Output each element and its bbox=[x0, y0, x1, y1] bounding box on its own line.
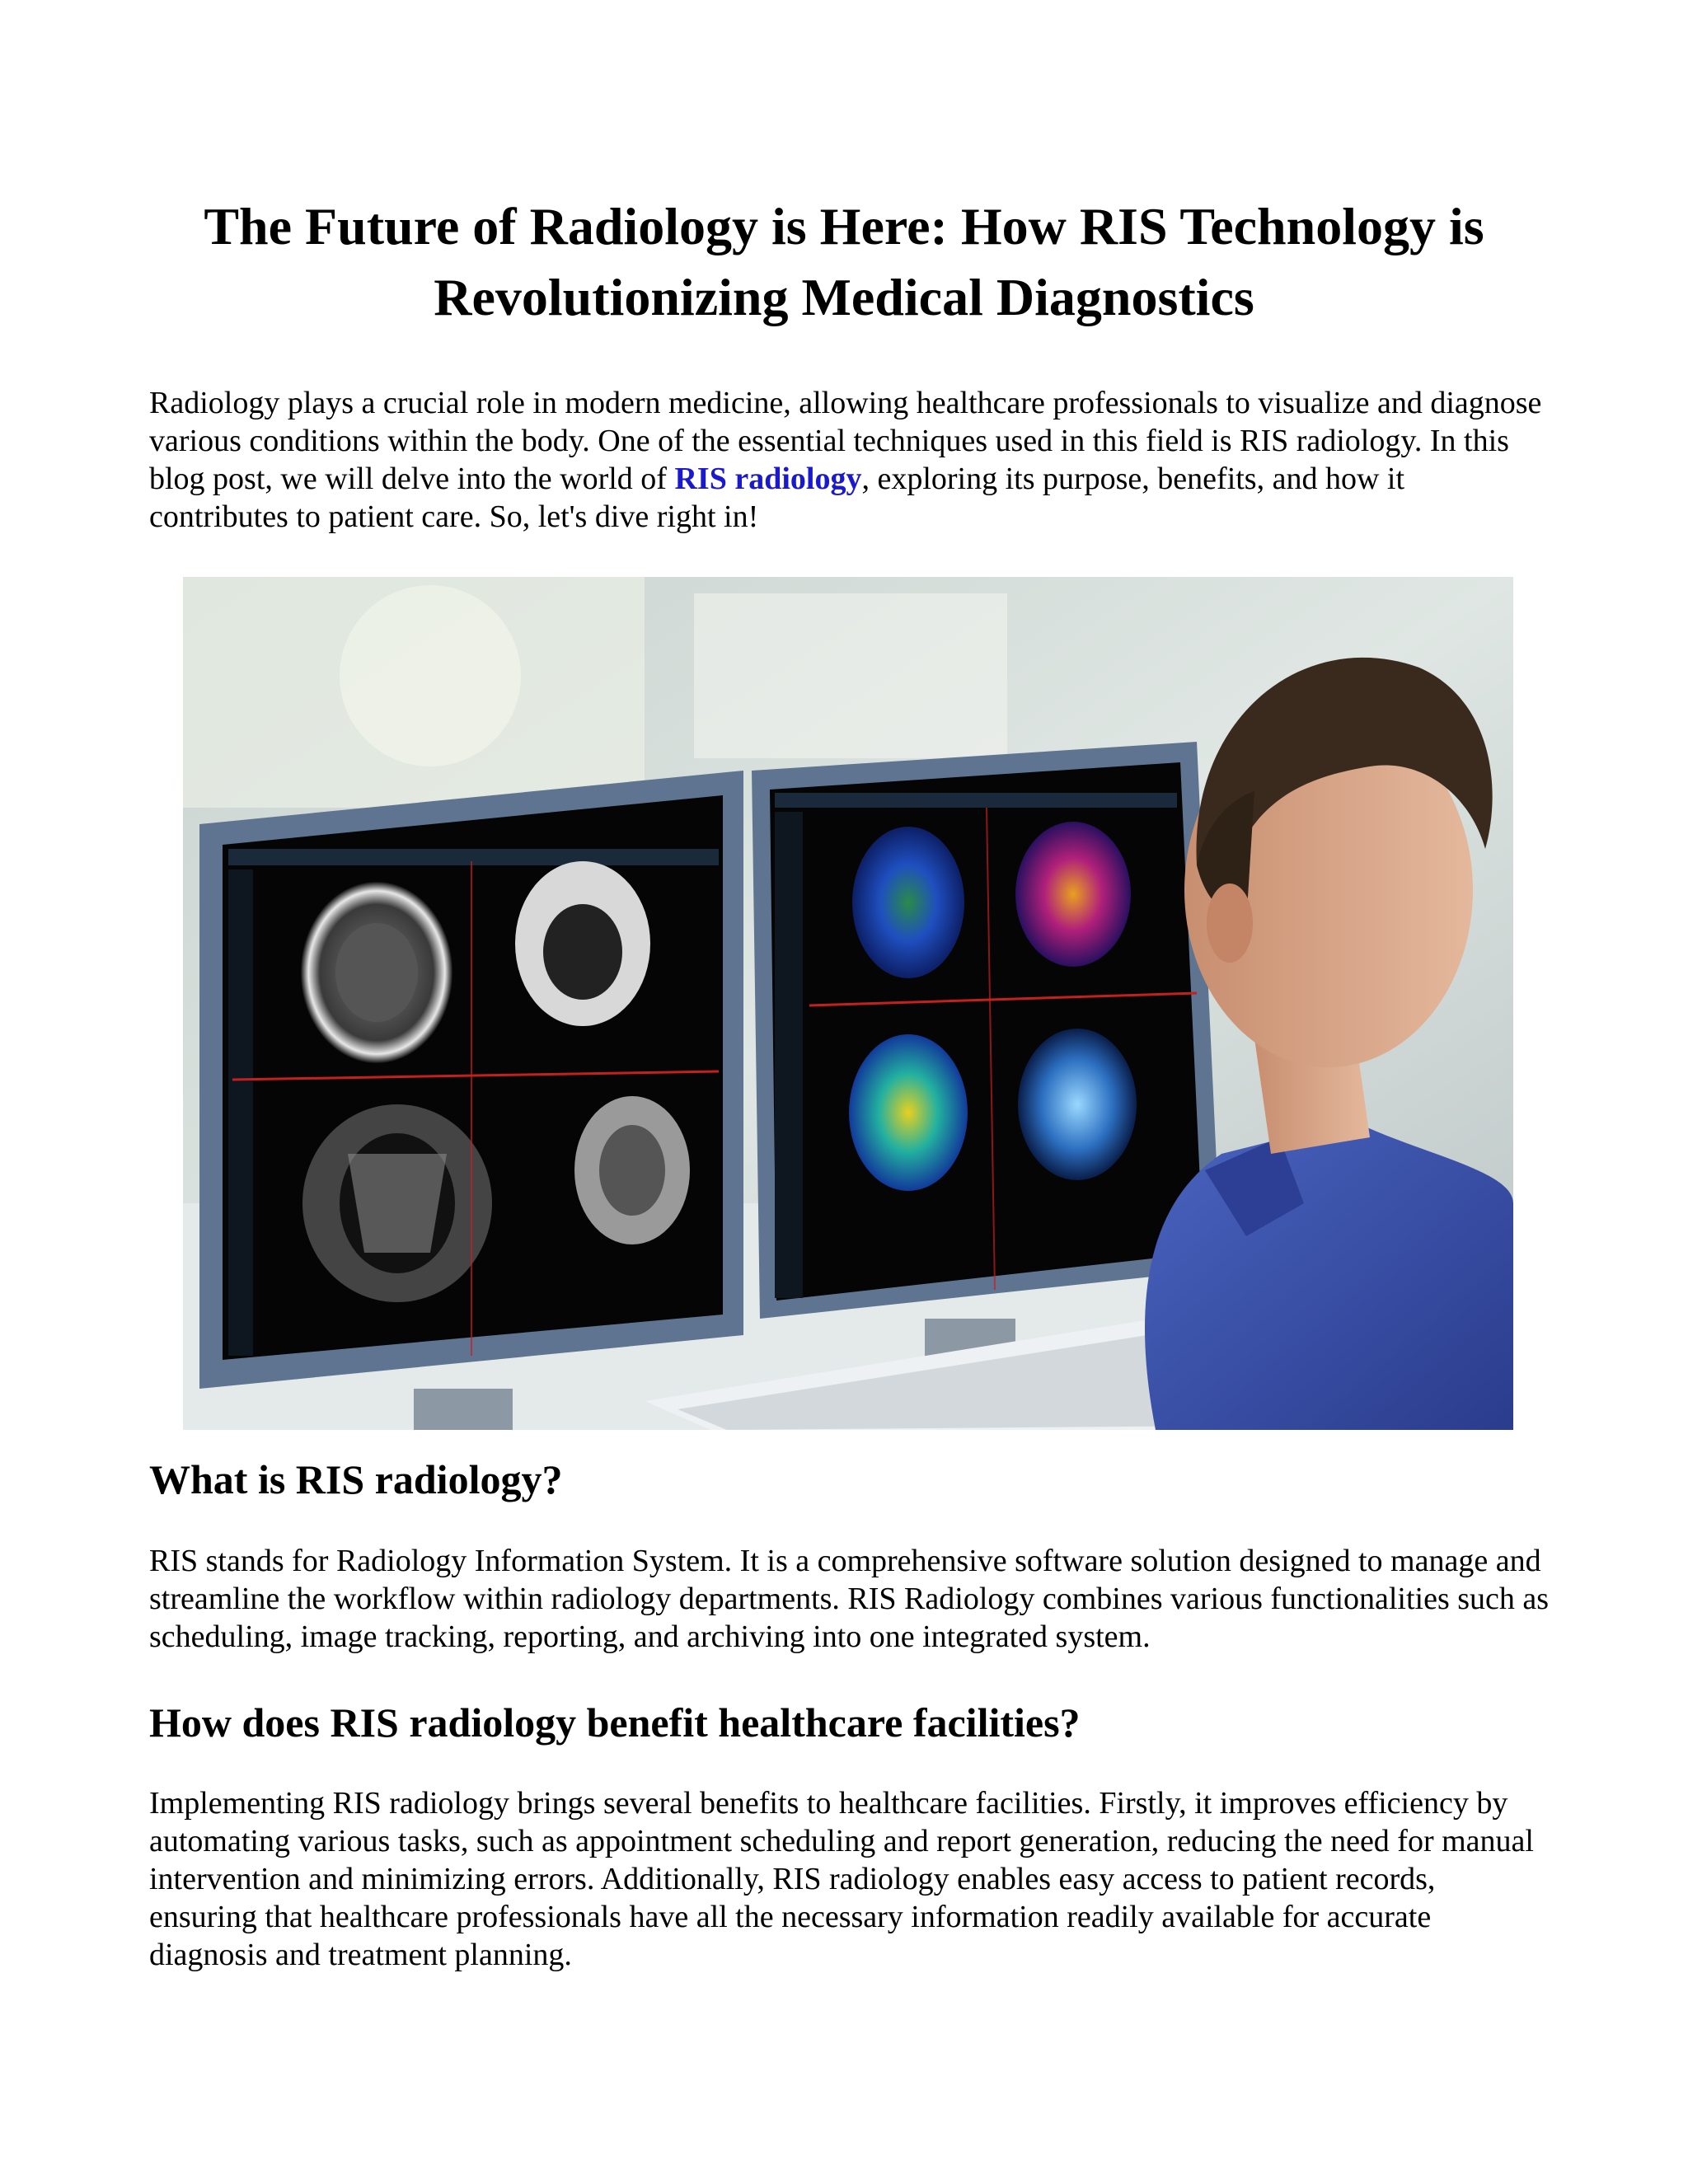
intro-text-before-link: Radiology plays a crucial role in modern medicine, allowing healthcare professionals to visualize and diagnose various conditions within the body. One of the essential techniques used in this field is RIS radiology. In this blog post, we will delve into the world of bbox=[149, 386, 1542, 496]
section-body-what-is-ris: RIS stands for Radiology Information System. It is a comprehensive software solution designed to manage and streamline the workflow within radiology departments. RIS Radiology combines various functionalities such as scheduling, image tracking, reporting, and archiving into one integrated system. bbox=[149, 1544, 1550, 1654]
ris-radiology-link[interactable]: RIS radiology bbox=[674, 462, 862, 496]
section-heading-benefits: How does RIS radiology benefit healthcare facilities? bbox=[149, 1699, 1081, 1746]
section-heading-what-is-ris: What is RIS radiology? bbox=[149, 1456, 563, 1502]
article-title: The Future of Radiology is Here: How RIS Technology is Revolutionizing Medical Diagnostics bbox=[204, 197, 1484, 326]
section-body-benefits: Implementing RIS radiology brings several benefits to healthcare facilities. Firstly, it improves efficiency by automating various tasks, such as appointment scheduling and report generation, reducing the need for manual intervention and minimizing errors. Additionally, RIS radiology enables easy access to patient records, ensuring that healthcare professionals have all the necessary information readily available for accurate diagnosis and treatment planning. bbox=[149, 1786, 1534, 1972]
intro-text-after-link: , exploring its purpose, benefits, and how it contributes to patient care. So, let's dive right in! bbox=[149, 462, 1405, 534]
radiologist-monitors-photo bbox=[183, 577, 1513, 1430]
intro-paragraph bbox=[149, 384, 1550, 536]
